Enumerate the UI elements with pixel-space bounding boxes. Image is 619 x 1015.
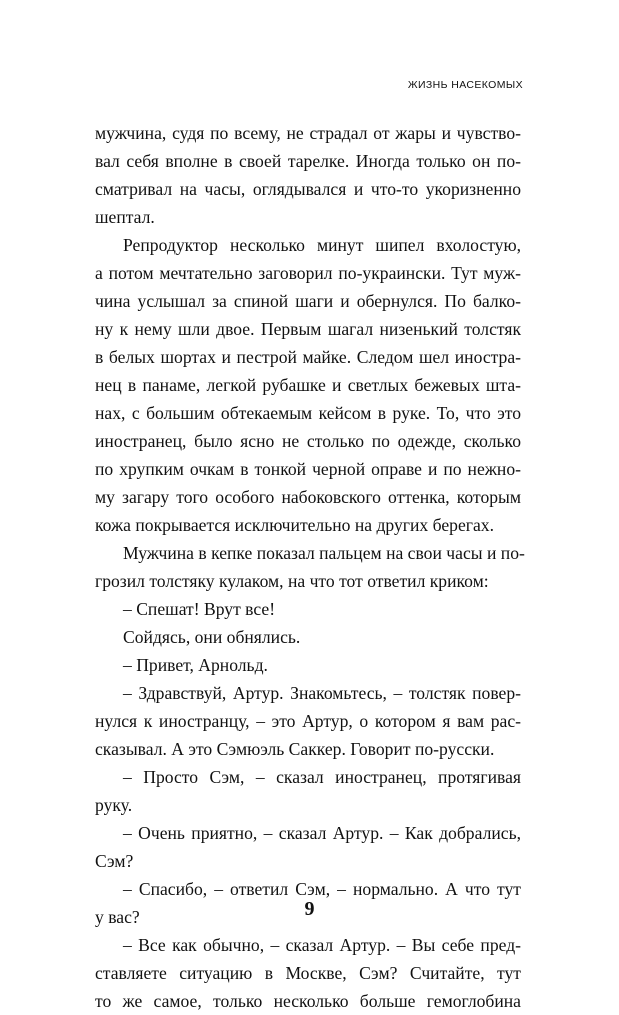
text-line: нах, с большим обтекаемым кейсом в руке. То, что это [95,403,521,423]
text-line: шептал. [95,207,155,227]
text-line: руку. [95,795,133,815]
text-line: Сэм? [95,851,134,871]
text-line: Сойдясь, они обнялись. [123,627,301,647]
text-line: ну к нему шли двое. Первым шагал низенький толстяк [95,319,521,339]
text-line: сказывал. А это Сэмюэль Саккер. Говорит по-русски. [95,739,495,759]
text-line: – Здравствуй, Артур. Знакомьтесь, – толстяк повер- [123,683,521,703]
text-line: – Спешат! Врут все! [123,599,276,619]
text-line: в белых шортах и пестрой майке. Следом шел иностра- [95,347,521,367]
text-line: – Просто Сэм, – сказал иностранец, протягивая [123,767,521,787]
text-line: вал себя вполне в своей тарелке. Иногда только он по- [95,151,521,171]
page-number: 9 [304,898,315,920]
text-line: – Спасибо, – ответил Сэм, – нормально. А что тут [123,879,521,899]
text-line: то же самое, только несколько больше гемоглобина [95,991,521,1011]
text-line: мужчина, судя по всему, не страдал от жары и чувство- [95,123,521,143]
text-line: по хрупким очкам в тонкой черной оправе и по нежно- [95,459,521,479]
text-line: грозил толстяку кулаком, на что тот ответил криком: [95,571,489,591]
text-line: – Очень приятно, – сказал Артур. – Как добрались, [123,823,521,843]
text-line: кожа покрывается исключительно на других берегах. [95,515,494,535]
text-line: му загару того особого набоковского оттенка, которым [95,487,521,507]
text-line: а потом мечтательно заговорил по-украински. Тут муж- [95,263,521,283]
text-line: сматривал на часы, оглядывался и что-то укоризненно [95,179,521,199]
text-line: нец в панаме, легкой рубашке и светлых бежевых шта- [95,375,521,395]
text-line: у вас? [95,907,140,927]
text-line: нулся к иностранцу, – это Артур, о котором я вам рас- [95,711,521,731]
text-line: ставляете ситуацию в Москве, Сэм? Считайте, тут [95,963,521,983]
text-line: Мужчина в кепке показал пальцем на свои часы и по- [123,543,525,563]
text-line: иностранец, было ясно не столько по одежде, сколько [95,431,521,451]
running-head: ЖИЗНЬ НАСЕКОМЫХ [407,79,523,91]
text-line: – Привет, Арнольд. [123,655,268,675]
text-line: Репродуктор несколько минут шипел вхолостую, [123,235,521,255]
text-line: чина услышал за спиной шаги и обернулся. По балко- [95,291,521,311]
body-text [95,119,525,1015]
text-line: – Все как обычно, – сказал Артур. – Вы себе пред- [123,935,521,955]
